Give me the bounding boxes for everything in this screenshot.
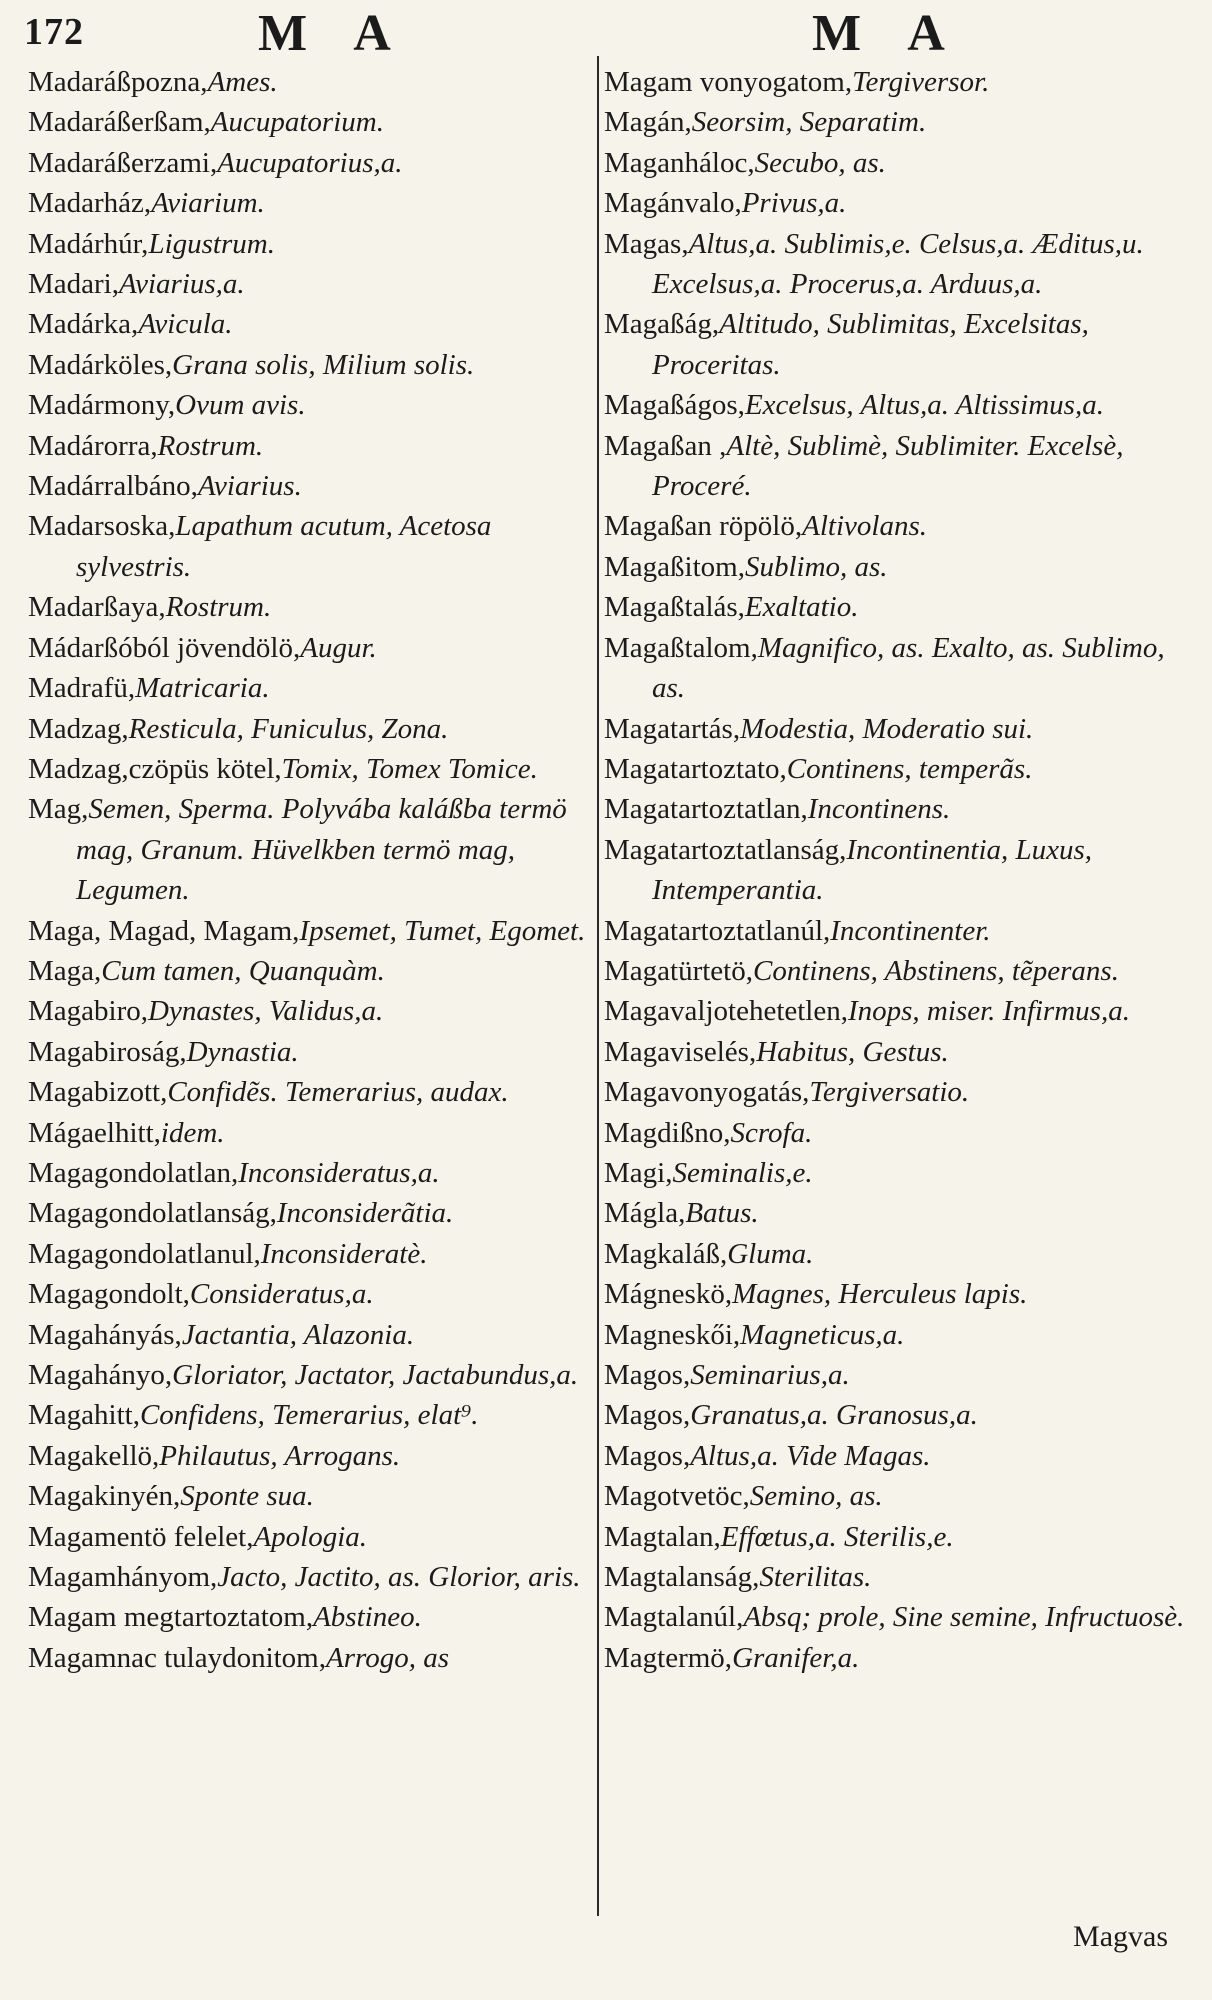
entry-latin-gloss: Sublimo, as. (744, 550, 888, 583)
entry-headword: Maga, Magad, Magam, (28, 914, 300, 947)
dictionary-entry (604, 1315, 1196, 1355)
entry-latin-gloss: Dynastia. (186, 1035, 299, 1068)
entry-headword: Maga, (28, 954, 102, 987)
entry-latin-gloss: Privus,a. (741, 187, 847, 220)
entry-latin-gloss: Inconsideratè. (260, 1237, 428, 1270)
running-head-left: M A (258, 5, 409, 62)
entry-latin-gloss: Rostrum. (165, 591, 272, 624)
entry-latin-gloss: Aucupatorium. (210, 106, 384, 139)
dictionary-entry (28, 385, 590, 425)
entry-headword: Mag, (28, 793, 89, 826)
entry-headword: Madármony, (28, 389, 176, 422)
dictionary-entry (28, 951, 590, 991)
entry-latin-gloss: Matricaria. (135, 672, 270, 705)
entry-latin-gloss: Dynastes, Validus,a. (148, 995, 384, 1028)
entry-latin-gloss: Altivolans. (802, 510, 927, 543)
entry-latin-gloss: Magneticus,a. (740, 1318, 905, 1351)
entry-headword: Magán, (604, 106, 692, 139)
dictionary-entry (28, 1234, 590, 1274)
entry-headword: Mádarßóból jövendölö, (28, 631, 301, 664)
entry-headword: Madárorra, (28, 429, 158, 462)
dictionary-entry (604, 1476, 1196, 1516)
entry-latin-gloss: Rostrum. (157, 429, 264, 462)
entry-headword: Magos, (604, 1399, 691, 1432)
entry-latin-gloss: Ovum avis. (175, 389, 306, 422)
entry-latin-gloss: Aviarium. (151, 187, 265, 220)
page-number: 172 (24, 11, 84, 53)
entry-latin-gloss: Granatus,a. Granosus,a. (690, 1399, 978, 1432)
entry-latin-gloss: Arrogo, as (326, 1641, 449, 1674)
entry-latin-gloss: Gloriator, Jactator, Jactabundus,a. (172, 1359, 579, 1391)
dictionary-entry (28, 1072, 590, 1112)
entry-latin-gloss: idem. (160, 1116, 225, 1149)
entry-latin-gloss: Aviarius. (197, 470, 302, 503)
dictionary-entry (604, 587, 1196, 627)
dictionary-entry (28, 1395, 590, 1435)
entry-latin-gloss: Inops, miser. Infirmus,a. (847, 995, 1130, 1028)
entry-headword: Madaráßerzami, (28, 146, 218, 179)
entry-latin-gloss: Tergiversatio. (809, 1076, 970, 1109)
dictionary-entry (604, 628, 1196, 709)
catchword: Magvas (1073, 1920, 1168, 1953)
dictionary-entry (28, 628, 590, 668)
entry-latin-gloss: Inconsideratus,a. (238, 1156, 440, 1189)
entry-latin-gloss: Continens, temperãs. (786, 752, 1033, 785)
dictionary-entry (28, 466, 590, 506)
dictionary-entry (604, 385, 1196, 425)
entry-latin-gloss: Absq; prole, Sine semine, Infructuosè. (743, 1601, 1185, 1634)
dictionary-entry (28, 1476, 590, 1516)
entry-headword: Magtalan, (604, 1520, 721, 1553)
entry-headword: Magatürtetö, (604, 954, 753, 987)
entry-headword: Madaráßerßam, (28, 106, 211, 139)
entry-latin-gloss: Augur. (300, 631, 377, 664)
left-column (28, 62, 590, 1678)
entry-latin-gloss: Batus. (685, 1197, 759, 1230)
entry-latin-gloss: Sponte sua. (180, 1480, 314, 1513)
running-head-right: M A (812, 5, 963, 62)
dictionary-entry (28, 709, 590, 749)
dictionary-entry (28, 426, 590, 466)
dictionary-entry (28, 789, 590, 910)
dictionary-entry (28, 304, 590, 344)
dictionary-entry (28, 911, 590, 951)
dictionary-entry (604, 1234, 1196, 1274)
entry-latin-gloss: Ames. (207, 66, 278, 98)
entry-headword: Madárköles, (28, 348, 173, 381)
entry-latin-gloss: Continens, Abstinens, tẽperans. (752, 954, 1119, 987)
entry-latin-gloss: Seminarius,a. (690, 1359, 850, 1391)
dictionary-entry (28, 183, 590, 223)
entry-headword: Mágaelhitt, (28, 1116, 161, 1149)
dictionary-entry (28, 62, 590, 102)
entry-headword: Magamhányom, (28, 1561, 218, 1594)
entry-headword: Magavonyogatás, (604, 1076, 810, 1109)
entry-latin-gloss: Modestia, Moderatio sui. (740, 712, 1034, 745)
dictionary-entry (28, 1597, 590, 1637)
entry-headword: Madarház, (28, 187, 152, 220)
entry-latin-gloss: Granifer,a. (732, 1641, 860, 1674)
entry-headword: Magaßan , (604, 429, 727, 462)
dictionary-entry (604, 789, 1196, 829)
entry-headword: Magavaljotehetetlen, (604, 995, 848, 1028)
entry-headword: Magkaláß, (604, 1237, 728, 1270)
entry-headword: Magatartoztatlan, (604, 793, 808, 826)
dictionary-entry (604, 991, 1196, 1031)
entry-headword: Magabizott, (28, 1076, 168, 1109)
dictionary-entry (604, 1638, 1196, 1678)
entry-headword: Madárralbáno, (28, 470, 198, 503)
entry-latin-gloss: Apologia. (253, 1520, 368, 1553)
entry-headword: Magatartás, (604, 712, 741, 745)
entry-latin-gloss: Tomix, Tomex Tomice. (281, 752, 538, 785)
entry-headword: Magatartoztato, (604, 752, 787, 785)
right-column (604, 62, 1196, 1678)
entry-latin-gloss: Incontinens. (807, 793, 951, 826)
entry-latin-gloss: Consideratus,a. (189, 1278, 374, 1311)
dictionary-entry (28, 1274, 590, 1314)
entry-latin-gloss: Exaltatio. (744, 591, 859, 624)
dictionary-entry (28, 1032, 590, 1072)
dictionary-entry (28, 1193, 590, 1233)
entry-headword: Magam megtartoztatom, (28, 1601, 314, 1634)
entry-latin-gloss: Sterilitas. (759, 1561, 872, 1594)
entry-latin-gloss: Semen, Sperma. Polyvába kaláßba termö mag, Granum. Hüvelkben termö mag, Legumen. (76, 793, 567, 907)
dictionary-entry (604, 426, 1196, 507)
dictionary-entry (604, 304, 1196, 385)
entry-latin-gloss: Seorsim, Separatim. (691, 106, 927, 139)
entry-headword: Magamnac tulaydonitom, (28, 1641, 326, 1674)
entry-headword: Magahányo, (28, 1359, 173, 1391)
dictionary-entry (604, 62, 1196, 102)
entry-headword: Madari, (28, 268, 119, 301)
dictionary-entry (28, 224, 590, 264)
entry-latin-gloss: Avicula. (138, 308, 233, 341)
entry-latin-gloss: Grana solis, Milium solis. (172, 348, 475, 381)
dictionary-entry (604, 1032, 1196, 1072)
entry-headword: Magam vonyogatom, (604, 66, 853, 98)
entry-latin-gloss: Altus,a. Sublimis,e. Celsus,a. Æditus,u. Excelsus,a. Procerus,a. Arduus,a. (652, 227, 1144, 301)
dictionary-entry (604, 224, 1196, 305)
entry-latin-gloss: Philautus, Arrogans. (159, 1439, 401, 1472)
entry-latin-gloss: Altitudo, Sublimitas, Excelsitas, Proceritas. (652, 308, 1089, 381)
entry-headword: Madaráßpozna, (28, 66, 208, 98)
entry-headword: Madarßaya, (28, 591, 166, 624)
entry-latin-gloss: Secubo, as. (754, 146, 886, 179)
column-divider (597, 56, 599, 1916)
entry-latin-gloss: Inconsiderãtia. (276, 1197, 454, 1230)
dictionary-entry (604, 1153, 1196, 1193)
entry-headword: Magos, (604, 1439, 691, 1472)
dictionary-entry (604, 1072, 1196, 1112)
entry-headword: Magaßág, (604, 308, 720, 341)
dictionary-entry (28, 991, 590, 1031)
dictionary-entry (28, 506, 590, 587)
entry-latin-gloss: Abstineo. (313, 1601, 422, 1634)
dictionary-entry (604, 1355, 1196, 1395)
entry-latin-gloss: Lapathum acutum, Acetosa sylvestris. (76, 510, 492, 583)
dictionary-entry (28, 143, 590, 183)
entry-headword: Magtalanság, (604, 1561, 760, 1594)
entry-latin-gloss: Magnifico, as. Exalto, as. Sublimo, as. (652, 631, 1165, 705)
entry-headword: Magos, (604, 1359, 691, 1391)
entry-headword: Magamentö felelet, (28, 1520, 254, 1553)
entry-headword: Magneskői, (604, 1318, 741, 1351)
entry-headword: Madzag, (28, 712, 129, 745)
entry-latin-gloss: Confidẽs. Temerarius, audax. (167, 1076, 509, 1109)
entry-latin-gloss: Habitus, Gestus. (756, 1035, 949, 1068)
entry-latin-gloss: Resticula, Funiculus, Zona. (128, 712, 449, 745)
entry-headword: Magabiro, (28, 995, 148, 1028)
entry-headword: Madárhúr, (28, 227, 149, 260)
entry-headword: Maganháloc, (604, 146, 755, 179)
entry-headword: Madzag,czöpüs kötel, (28, 752, 282, 785)
entry-latin-gloss: Jactantia, Alazonia. (181, 1318, 415, 1351)
entry-latin-gloss: Jacto, Jactito, as. Glorior, aris. (217, 1561, 581, 1594)
entry-headword: Mágneskö, (604, 1278, 733, 1311)
dictionary-entry (28, 345, 590, 385)
dictionary-entry (28, 587, 590, 627)
dictionary-entry (28, 1315, 590, 1355)
entry-headword: Madárka, (28, 308, 139, 341)
dictionary-entry (604, 183, 1196, 223)
entry-latin-gloss: Incontinenter. (830, 914, 991, 947)
dictionary-entry (604, 709, 1196, 749)
entry-headword: Magagondolatlanul, (28, 1237, 261, 1270)
dictionary-entry (604, 1517, 1196, 1557)
entry-headword: Magotvetöc, (604, 1480, 750, 1513)
dictionary-entry (604, 1274, 1196, 1314)
entry-latin-gloss: Ligustrum. (148, 227, 275, 260)
dictionary-entry (28, 102, 590, 142)
entry-latin-gloss: Confidens, Temerarius, elat⁹. (139, 1399, 479, 1432)
entry-headword: Magaviselés, (604, 1035, 757, 1068)
entry-headword: Magabiroság, (28, 1035, 187, 1068)
dictionary-entry (604, 547, 1196, 587)
entry-headword: Magaßágos, (604, 389, 745, 422)
dictionary-entry (604, 1395, 1196, 1435)
entry-headword: Magaßan röpölö, (604, 510, 803, 543)
dictionary-entry (28, 749, 590, 789)
entry-headword: Magahitt, (28, 1399, 140, 1432)
dictionary-entry (604, 951, 1196, 991)
entry-headword: Magatartoztatlanúl, (604, 914, 831, 947)
dictionary-entry (28, 668, 590, 708)
dictionary-entry (604, 911, 1196, 951)
entry-latin-gloss: Tergiversor. (852, 66, 990, 98)
dictionary-entry (604, 1193, 1196, 1233)
entry-latin-gloss: Excelsus, Altus,a. Altissimus,a. (744, 389, 1104, 422)
entry-headword: Magaßitom, (604, 550, 745, 583)
dictionary-entry (604, 830, 1196, 911)
entry-headword: Magaßtalom, (604, 631, 758, 664)
dictionary-entry (28, 1517, 590, 1557)
entry-headword: Magagondolt, (28, 1278, 190, 1311)
entry-headword: Madarsoska, (28, 510, 176, 543)
dictionary-entry (28, 1436, 590, 1476)
entry-latin-gloss: Magnes, Herculeus lapis. (732, 1278, 1028, 1311)
dictionary-entry (604, 102, 1196, 142)
entry-headword: Magagondolatlan, (28, 1156, 239, 1189)
entry-latin-gloss: Altus,a. Vide Magas. (690, 1439, 931, 1472)
entry-headword: Magas, (604, 227, 689, 260)
dictionary-entry (28, 264, 590, 304)
entry-latin-gloss: Altè, Sublimè, Sublimiter. Excelsè, Proceré. (652, 429, 1124, 503)
dictionary-entry (28, 1113, 590, 1153)
entry-headword: Magtalanúl, (604, 1601, 744, 1634)
entry-headword: Magahányás, (28, 1318, 182, 1351)
entry-headword: Magtermö, (604, 1641, 733, 1674)
dictionary-entry (604, 749, 1196, 789)
dictionary-entry (604, 1557, 1196, 1597)
entry-latin-gloss: Scrofa. (730, 1116, 813, 1149)
dictionary-entry (604, 1113, 1196, 1153)
dictionary-entry (604, 506, 1196, 546)
entry-latin-gloss: Aviarius,a. (119, 268, 245, 301)
dictionary-entry (604, 143, 1196, 183)
entry-headword: Mágla, (604, 1197, 686, 1230)
dictionary-entry (604, 1597, 1196, 1637)
entry-headword: Magakellö, (28, 1439, 160, 1472)
entry-headword: Magdißno, (604, 1116, 731, 1149)
entry-latin-gloss: Ipsemet, Tumet, Egomet. (299, 914, 586, 947)
dictionary-entry (28, 1153, 590, 1193)
entry-latin-gloss: Incontinentia, Luxus, Intemperantia. (652, 833, 1093, 907)
entry-headword: Magatartoztatlanság, (604, 833, 847, 866)
entry-headword: Magi, (604, 1156, 673, 1189)
entry-latin-gloss: Semino, as. (749, 1480, 883, 1513)
entry-latin-gloss: Gluma. (727, 1237, 814, 1270)
entry-headword: Madrafü, (28, 672, 136, 705)
dictionary-entry (28, 1557, 590, 1597)
entry-latin-gloss: Aucupatorius,a. (217, 146, 403, 179)
entry-headword: Magagondolatlanság, (28, 1197, 277, 1230)
entry-latin-gloss: Effœtus,a. Sterilis,e. (720, 1520, 954, 1553)
entry-latin-gloss: Cum tamen, Quanquàm. (101, 954, 385, 987)
dictionary-entry (604, 1436, 1196, 1476)
entry-latin-gloss: Seminalis,e. (672, 1156, 813, 1189)
entry-headword: Magakinyén, (28, 1480, 181, 1513)
entry-headword: Magánvalo, (604, 187, 742, 220)
entry-headword: Magaßtalás, (604, 591, 745, 624)
dictionary-entry (28, 1355, 590, 1395)
dictionary-entry (28, 1638, 590, 1678)
